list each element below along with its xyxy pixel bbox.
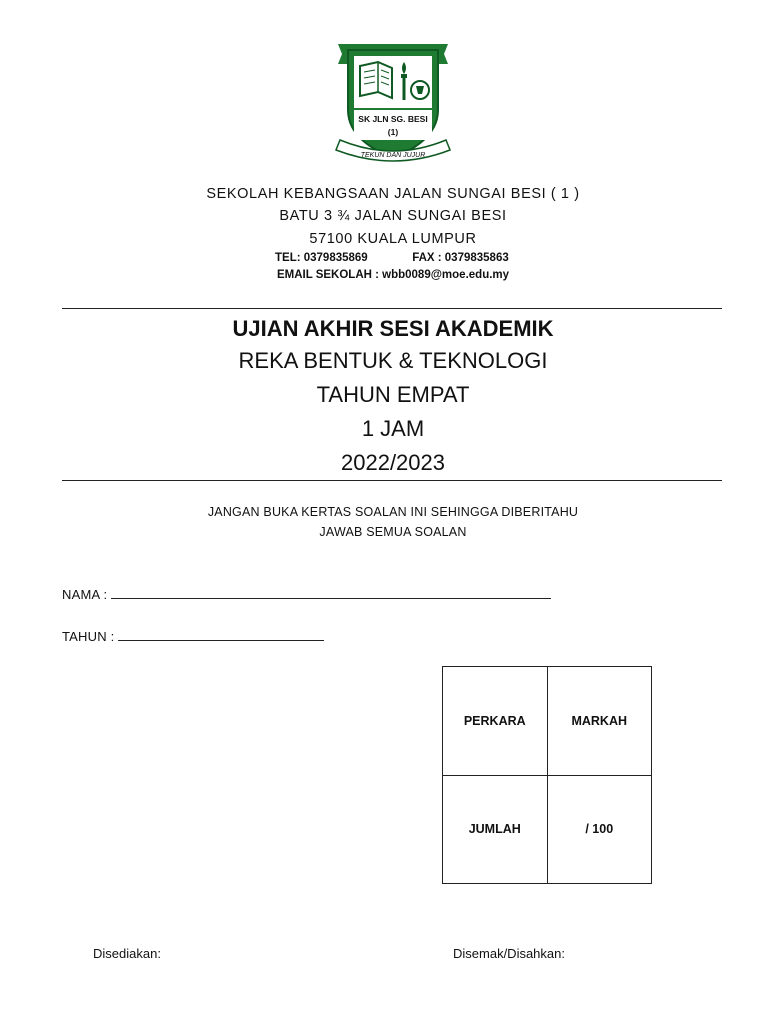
divider-bottom (62, 480, 722, 481)
exam-title: UJIAN AKHIR SESI AKADEMIK (232, 316, 554, 341)
divider-top (62, 308, 722, 309)
instruction-line2: JAWAB SEMUA SOALAN (319, 525, 467, 539)
year-field[interactable] (62, 629, 324, 644)
school-logo (334, 40, 452, 172)
school-tel: TEL: 0379835869 (275, 252, 368, 264)
exam-duration: 1 JAM (361, 416, 425, 441)
instruction-line1: JANGAN BUKA KERTAS SOALAN INI SEHINGGA DIBERITAHU (207, 505, 579, 519)
year-input-line[interactable] (118, 630, 324, 641)
prepared-by-label: Disediakan: (93, 946, 161, 961)
logo-text-line2: (1) (387, 127, 399, 137)
school-address-line2: 57100 KUALA LUMPUR (309, 231, 477, 247)
exam-year-level: TAHUN EMPAT (316, 382, 470, 407)
name-field[interactable] (62, 587, 551, 602)
marks-table (442, 666, 652, 884)
school-name: SEKOLAH KEBANGSAAN JALAN SUNGAI BESI ( 1 ) (206, 186, 580, 202)
year-label: TAHUN : (62, 629, 115, 644)
exam-subject: REKA BENTUK & TEKNOLOGI (238, 348, 548, 373)
total-value: / 100 (547, 775, 652, 884)
school-fax: FAX : 0379835863 (412, 252, 509, 264)
contact-row (275, 252, 535, 264)
logo-motto: TEKUN DAN JUJUR (360, 152, 426, 159)
header-marks: MARKAH (547, 667, 652, 776)
table-row (443, 775, 652, 884)
logo-text-line1: SK JLN SG. BESI (358, 114, 428, 124)
name-label: NAMA : (62, 587, 108, 602)
total-label: JUMLAH (443, 775, 548, 884)
school-address-line1: BATU 3 ¾ JALAN SUNGAI BESI (279, 208, 507, 224)
verified-by-label: Disemak/Disahkan: (453, 946, 565, 961)
name-input-line[interactable] (111, 588, 551, 599)
table-row (443, 667, 652, 776)
school-email: EMAIL SEKOLAH : wbb0089@moe.edu.my (276, 269, 510, 281)
exam-session: 2022/2023 (341, 450, 445, 475)
header-item: PERKARA (443, 667, 548, 776)
